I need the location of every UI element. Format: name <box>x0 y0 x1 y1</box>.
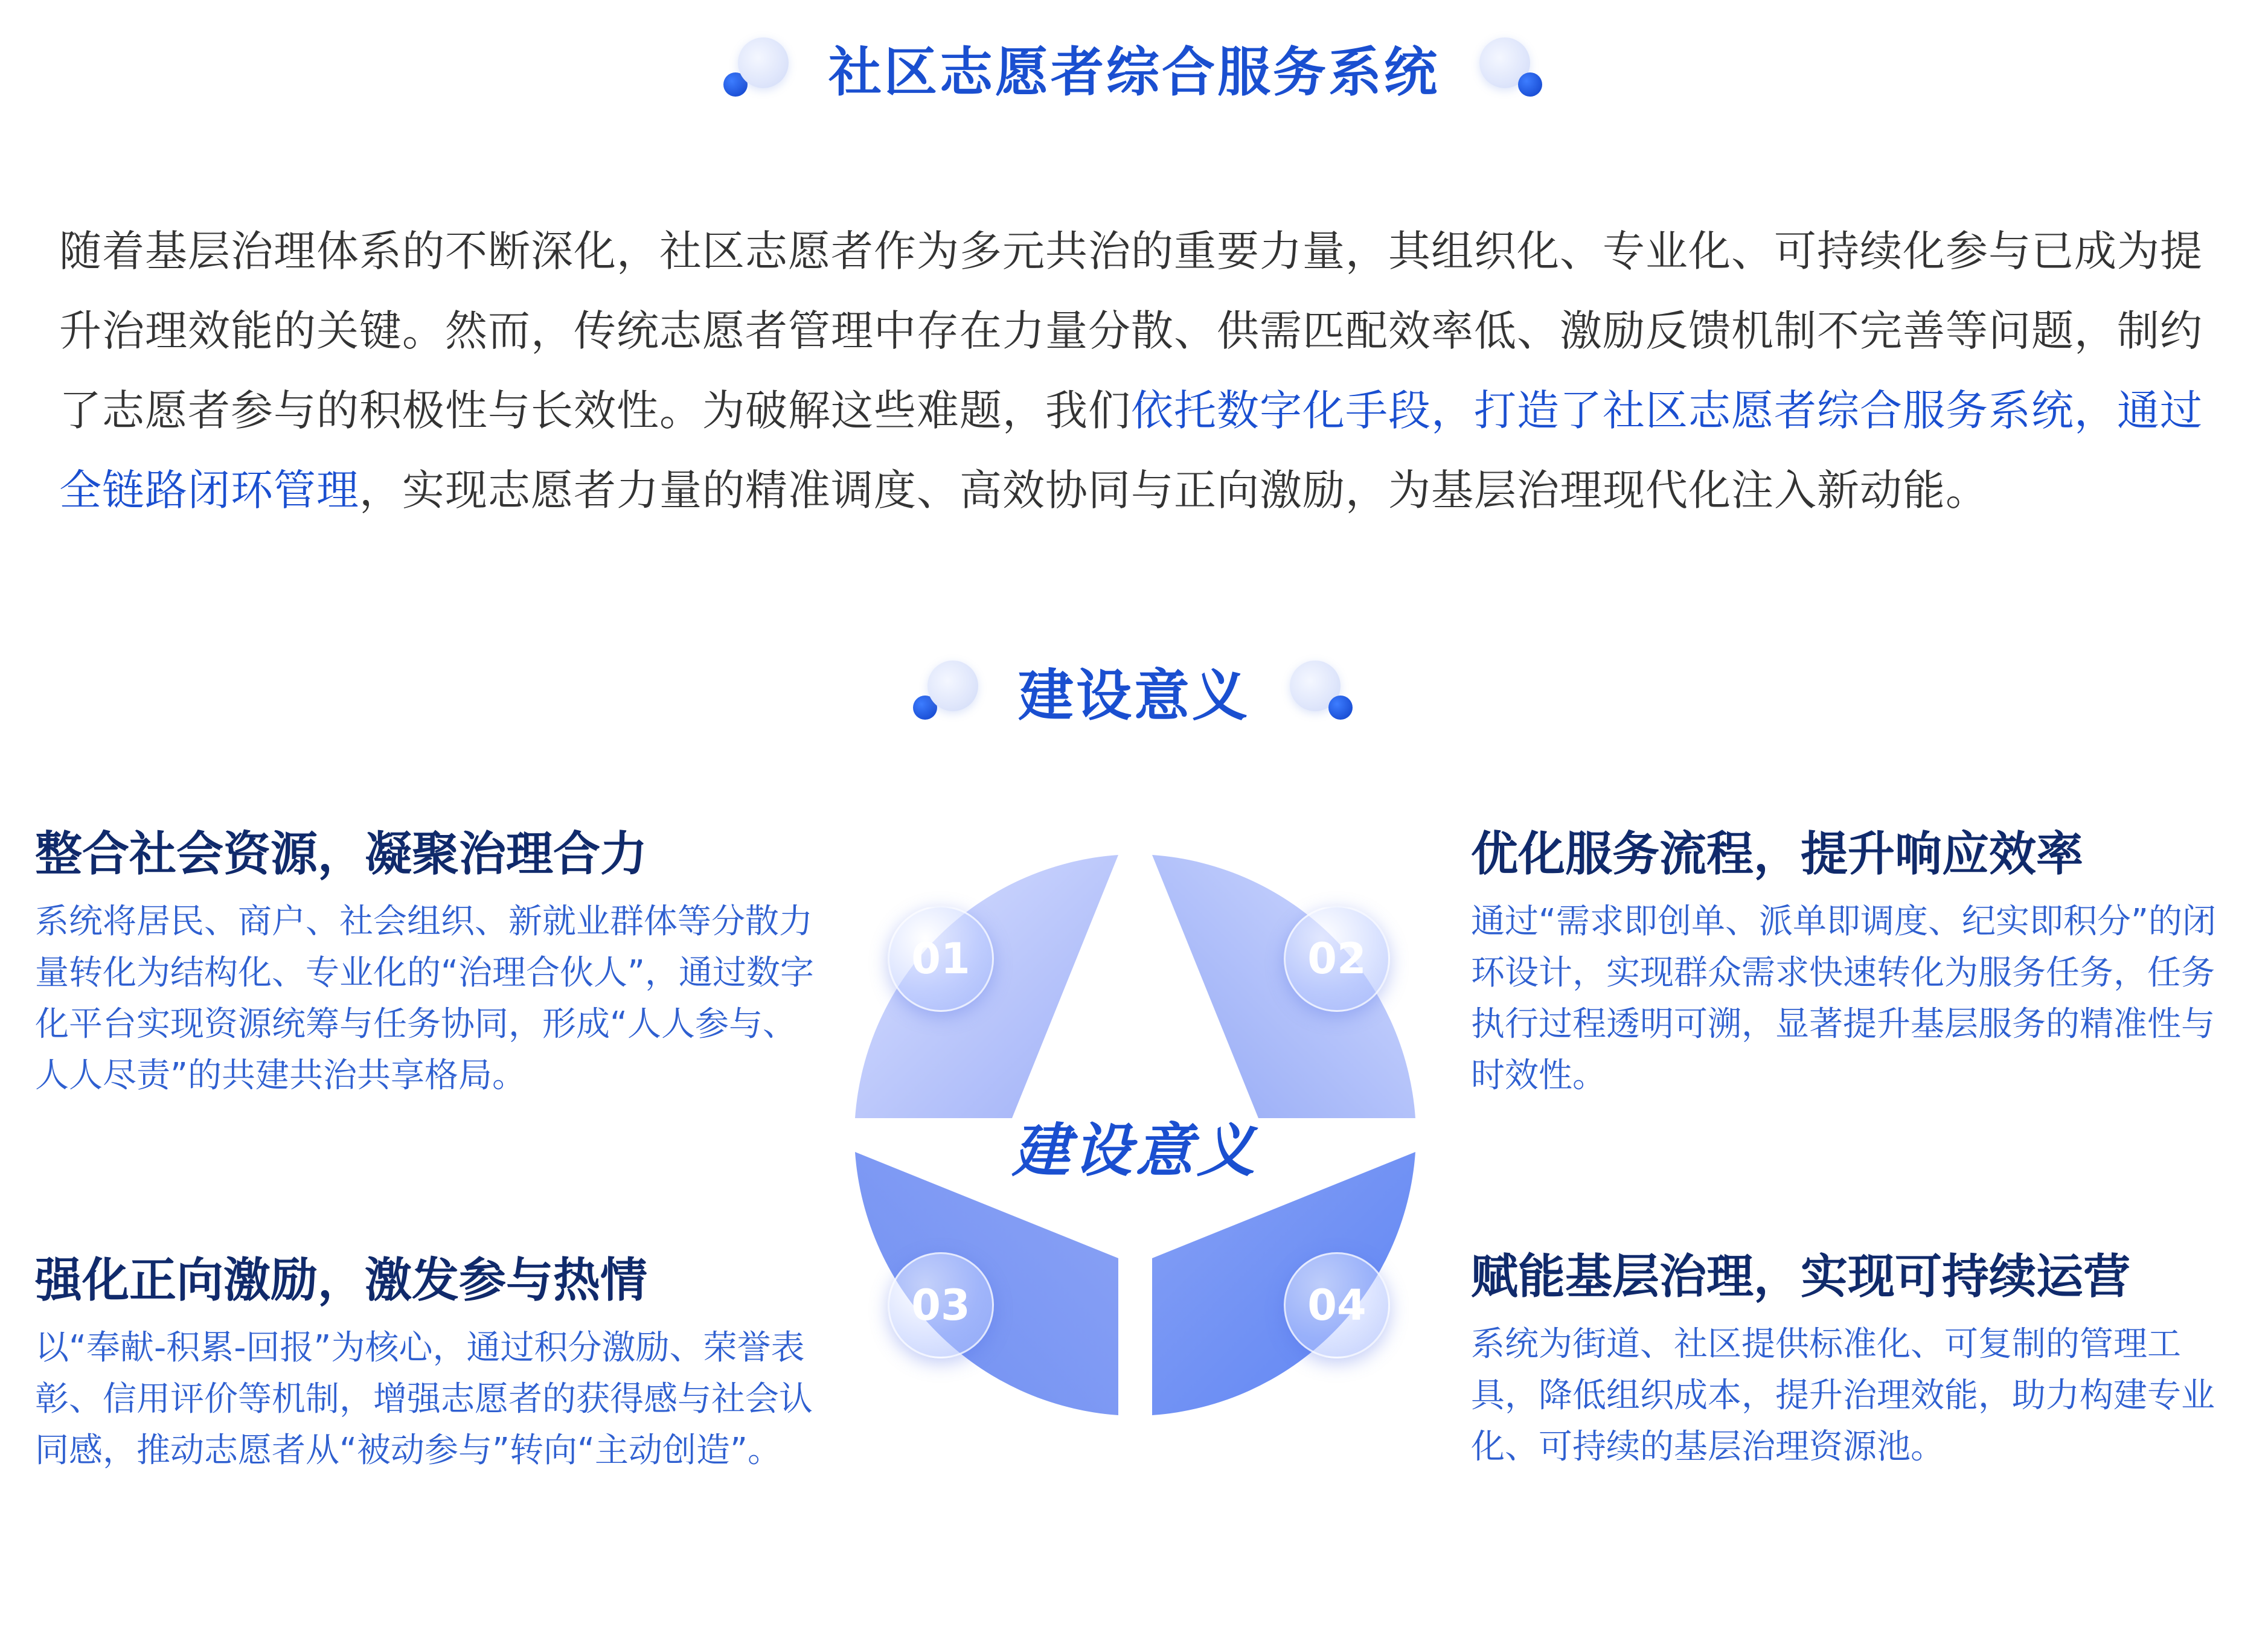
significance-card-3 <box>35 1247 826 1476</box>
card-body: 系统为街道、社区提供标准化、可复制的管理工具，降低组织成本，提升治理效能，助力构建专业化、可持续的基层治理资源池。 <box>1471 1325 2215 1467</box>
significance-card-4 <box>1471 1244 2244 1473</box>
page-title: 社区志愿者综合服务系统 <box>828 41 1440 103</box>
decorative-dot-icon <box>720 35 792 101</box>
number-badge-03: 03 <box>888 1252 994 1358</box>
intro-paragraph <box>59 211 2233 530</box>
section-title-row <box>0 652 2268 731</box>
decorative-dot-icon <box>1476 35 1548 101</box>
decorative-dot-icon <box>1286 658 1359 725</box>
intro-text-part2: ，实现志愿者力量的精准调度、高效协同与正向激励，为基层治理现代化注入新动能。 <box>359 465 1988 515</box>
significance-card-2 <box>1471 821 2244 1101</box>
number-badge-04: 04 <box>1284 1252 1390 1358</box>
card-title: 整合社会资源，凝聚治理合力 <box>35 827 648 881</box>
intro-highlight: 依托数字化手段，打造了社区志愿者综合服务系统，通过全链路闭环管理 <box>59 386 2203 515</box>
ring-segment-1 <box>855 855 1118 1118</box>
section-title: 建设意义 <box>1017 664 1250 728</box>
card-title: 强化正向激励，激发参与热情 <box>35 1253 648 1308</box>
card-body: 以“奉献-积累-回报”为核心，通过积分激励、荣誉表彰、信用评价等机制，增强志愿者的获得感与社会认同感，推动志愿者从“被动参与”转向“主动创造”。 <box>35 1328 813 1470</box>
number-badge-02: 02 <box>1284 906 1390 1012</box>
card-body: 系统将居民、商户、社会组织、新就业群体等分散力量转化为结构化、专业化的“治理合伙人”，通过数字化平台实现资源统筹与任务协同，形成“人人参与、人人尽责”的共建共治共享格局。 <box>35 902 815 1095</box>
number-badge-01: 01 <box>888 906 994 1012</box>
card-title: 赋能基层治理，实现可持续运营 <box>1471 1250 2131 1304</box>
main-title-row <box>0 29 2268 107</box>
ring-center-label: 建设意义 <box>1012 1117 1258 1185</box>
decorative-dot-icon <box>909 658 982 725</box>
significance-card-1 <box>35 821 826 1101</box>
intro-text-part1: 随着基层治理体系的不断深化，社区志愿者作为多元共治的重要力量，其组织化、专业化、可持续化参与已成为提升治理效能的关键。然而，传统志愿者管理中存在力量分散、供需匹配效率低、激励反馈机制不完善等问题，制约了志愿者参与的积极性与长效性。为破解这些难题，我们 <box>59 226 2203 435</box>
card-body: 通过“需求即创单、派单即调度、纪实即积分”的闭环设计，实现群众需求快速转化为服务任务，任务执行过程透明可溯，显著提升基层服务的精准性与时效性。 <box>1471 902 2217 1095</box>
card-title: 优化服务流程，提升响应效率 <box>1471 827 2084 881</box>
